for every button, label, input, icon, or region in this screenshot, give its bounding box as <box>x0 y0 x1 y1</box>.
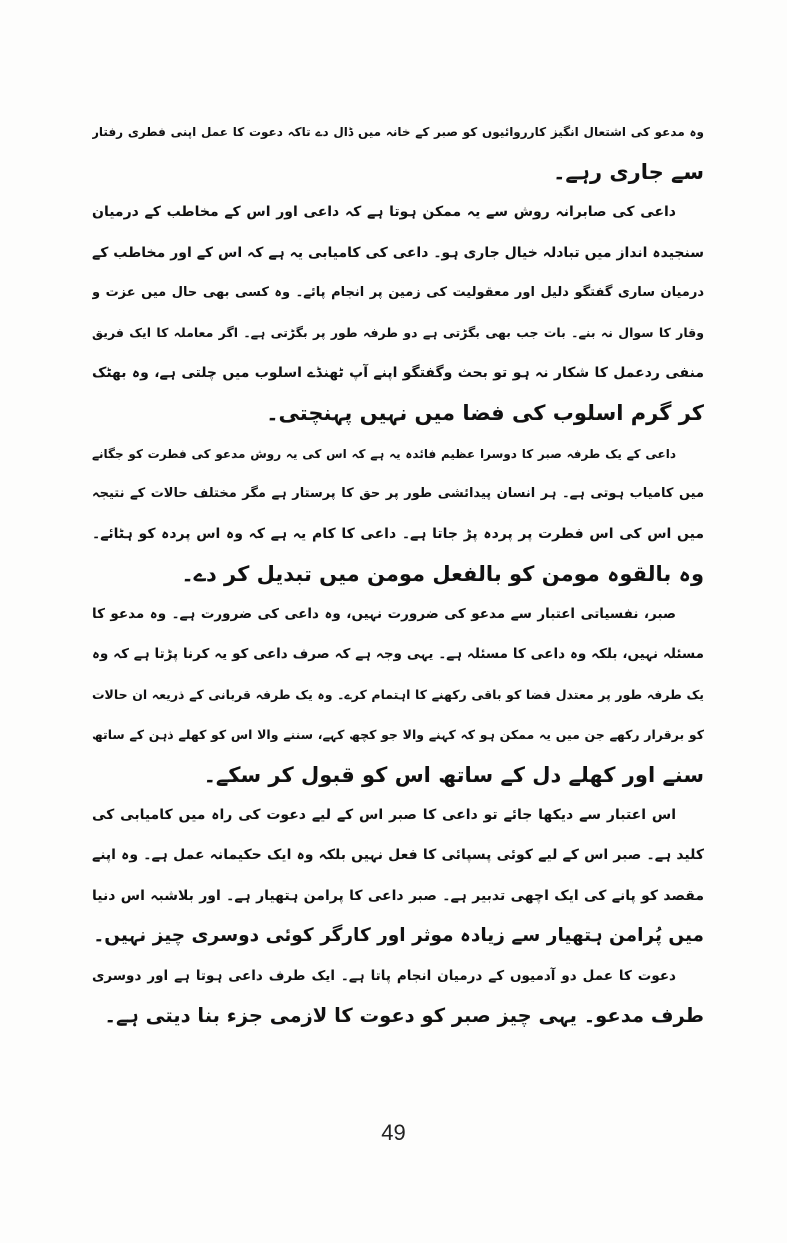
text-line: یک طرفہ طور پر معتدل فضا کو باقی رکھنے کا اہتمام کرے۔ وہ یک طرفہ قربانی کے ذریعہ ان حالات <box>92 686 704 702</box>
text-line: طرف مدعو۔ یہی چیز صبر کو دعوت کا لازمی جزء بنا دیتی ہے۔ <box>104 1004 704 1028</box>
text-line: سنجیدہ انداز میں تبادلہ خیال جاری ہو۔ داعی کی کامیابی یہ ہے کہ اس کے اور مخاطب کے <box>92 244 704 261</box>
text-line: کر گرم اسلوب کی فضا میں نہیں پہنچتی۔ <box>266 401 704 426</box>
text-line: درمیان ساری گفتگو دلیل اور معقولیت کی زمین پر انجام پائے۔ وہ کسی بھی حال میں عزت و <box>92 284 704 300</box>
text-line: مسئلہ نہیں، بلکہ وہ داعی کا مسئلہ ہے۔ یہی وجہ ہے کہ صرف داعی کو یہ کرنا پڑتا ہے کہ وہ <box>92 646 704 663</box>
text-line: سنے اور کھلے دل کے ساتھ اس کو قبول کر سکے۔ <box>203 763 704 787</box>
text-line: کو برقرار رکھے جن میں یہ ممکن ہو کہ کہنے والا جو کچھ کہے، سننے والا اس کو کھلے ذہن کے ساتھ <box>92 726 704 742</box>
text-line: داعی کے یک طرفہ صبر کا دوسرا عظیم فائدہ یہ ہے کہ اس کی یہ روش مدعو کی فطرت کو جگانے <box>92 446 676 461</box>
text-line: منفی ردعمل کا شکار نہ ہو تو بحث وگفتگو اپنے آپ ٹھنڈے اسلوب میں چلتی ہے، وہ بھٹک <box>92 365 704 382</box>
text-line: میں کامیاب ہوتی ہے۔ ہر انسان پیدائشی طور پر حق کا پرستار ہے مگر مختلف حالات کے نتیجہ <box>92 485 704 501</box>
text-line: وہ مدعو کی اشتعال انگیز کارروائیوں کو صبر کے خانہ میں ڈال دے تاکہ دعوت کا عمل اپنی فطری رفتار <box>92 125 704 139</box>
text-line: میں پُرامن ہتھیار سے زیادہ موثر اور کارگر کوئی دوسری چیز نہیں۔ <box>93 924 704 946</box>
text-line: مقصد کو پانے کی ایک اچھی تدبیر ہے۔ صبر داعی کا پرامن ہتھیار ہے۔ اور بلاشبہ اس دنیا <box>92 887 704 904</box>
text-line: اس اعتبار سے دیکھا جائے تو داعی کا صبر اس کے لیے دعوت کی راہ میں کامیابی کی <box>92 807 676 824</box>
text-line: میں اس کی اس فطرت پر پردہ پڑ جاتا ہے۔ داعی کا کام یہ ہے کہ وہ اس پردہ کو ہٹائے۔ <box>92 525 704 542</box>
urdu-text-body <box>92 112 704 1036</box>
text-line: وقار کا سوال نہ بنے۔ بات جب بھی بگڑتی ہے دو طرفہ طور پر بگڑتی ہے۔ اگر معاملہ کا ایک فریق <box>92 324 704 340</box>
text-line: دعوت کا عمل دو آدمیوں کے درمیان انجام پاتا ہے۔ ایک طرف داعی ہوتا ہے اور دوسری <box>92 967 676 984</box>
text-line: سے جاری رہے۔ <box>553 160 704 185</box>
text-line: داعی کی صابرانہ روش سے یہ ممکن ہوتا ہے کہ داعی اور اس کے مخاطب کے درمیان <box>92 204 676 221</box>
text-line: صبر، نفسیاتی اعتبار سے مدعو کی ضرورت نہیں، وہ داعی کی ضرورت ہے۔ وہ مدعو کا <box>92 606 676 623</box>
page-number: 49 <box>381 1120 406 1145</box>
text-line: وہ بالقوہ مومن کو بالفعل مومن میں تبدیل کر دے۔ <box>181 562 704 587</box>
text-line: کلید ہے۔ صبر اس کے لیے کوئی پسپائی کا فعل نہیں بلکہ وہ ایک حکیمانہ عمل ہے۔ وہ اپنے <box>92 847 704 864</box>
